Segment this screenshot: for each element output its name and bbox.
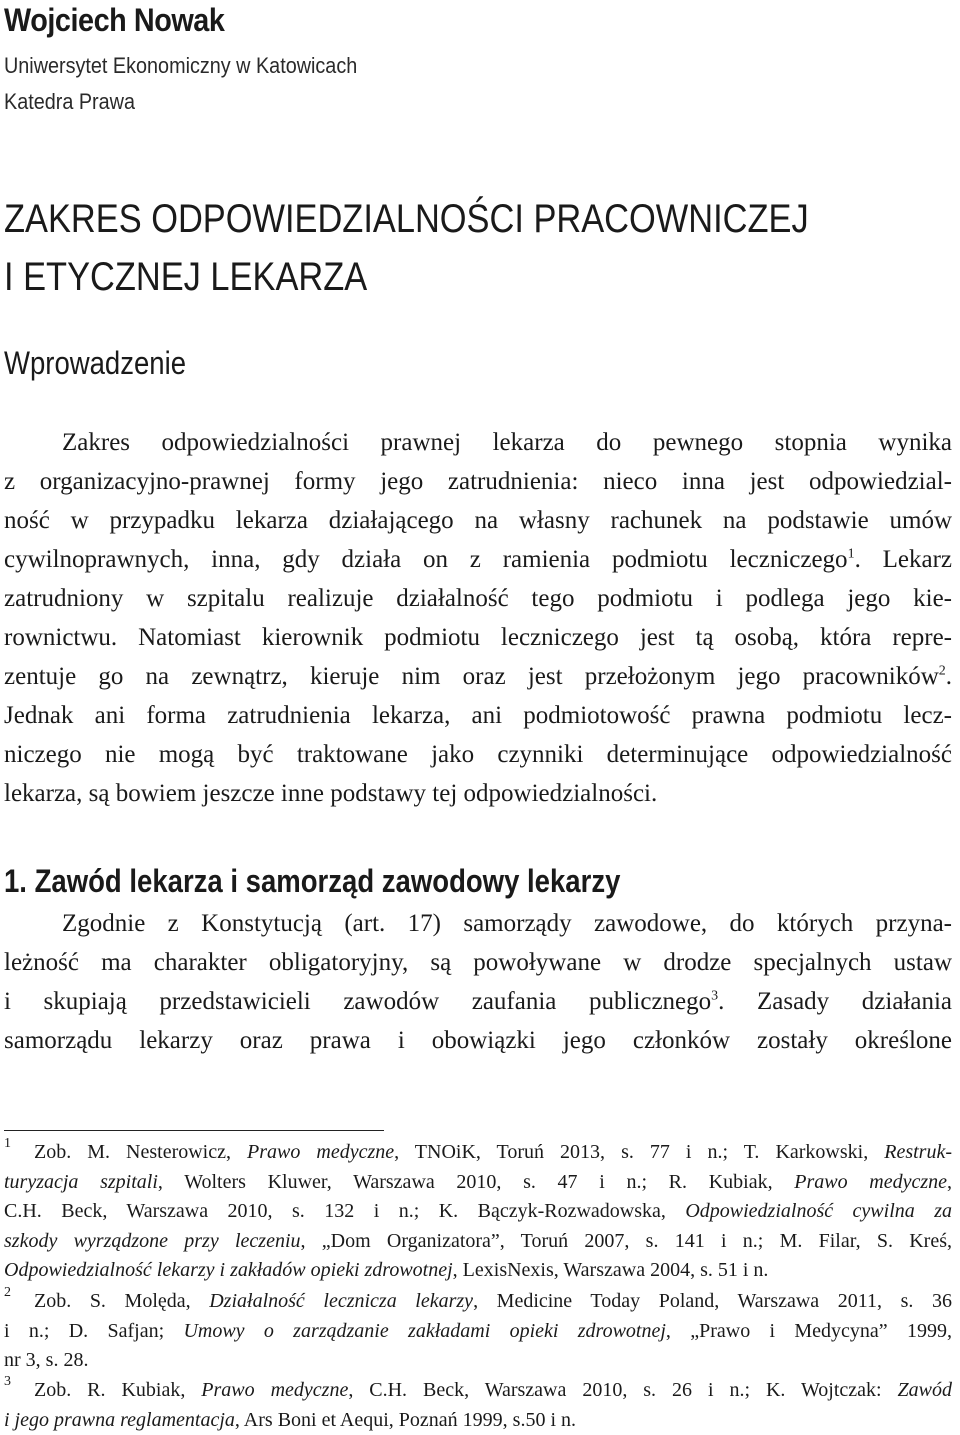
- intro-paragraph: [4, 423, 952, 813]
- text-segment: cywilnoprawnych, inna, gdy działa on z ramienia podmiotu leczniczego: [4, 546, 848, 573]
- footnote-ref-2[interactable]: 2: [938, 663, 946, 679]
- text-line: [4, 657, 952, 696]
- footnote-separator: [4, 1130, 384, 1131]
- footnote-line: [4, 1256, 952, 1286]
- footnote-line: [34, 1287, 952, 1317]
- paper-title: [4, 190, 809, 306]
- footnote-text-segment: , „Dom Organizatora”, Toruń 2007, s. 141 i n.; M. Filar, S. Kreś,: [300, 1229, 952, 1252]
- text-line: Zgodnie z Konstytucją (art. 17) samorządy zawodowe, do których przyna-: [62, 910, 952, 937]
- affiliation-department: Katedra Prawa: [4, 89, 135, 114]
- footnote-3: [0, 1376, 952, 1435]
- text-line: [4, 540, 952, 579]
- footnote-line: [34, 1376, 952, 1406]
- footnote-line: [34, 1138, 952, 1168]
- footnote-title-italic: Prawo medyczne: [201, 1379, 349, 1401]
- footnote-text-segment: , LexisNexis, Warszawa 2004, s. 51 i n.: [452, 1259, 769, 1281]
- text-segment: zentuje go na zewnątrz, kieruje nim oraz jest przełożonym jego pracowników: [4, 663, 939, 690]
- footnote-text: [4, 1287, 953, 1376]
- footnote-line: [4, 1317, 952, 1347]
- footnote-text-segment: ,: [947, 1170, 952, 1193]
- text-line: lekarza, są bowiem jeszcze inne podstawy tej odpowiedzialności.: [4, 780, 658, 807]
- text-segment: . Lekarz: [854, 546, 952, 573]
- footnote-text: [4, 1138, 952, 1286]
- footnote-title-italic: szkody wyrządzone przy leczeniu: [4, 1229, 301, 1252]
- author-name: Wojciech Nowak: [4, 2, 225, 38]
- text-line: z organizacyjno-prawnej formy jego zatrudnienia: nieco inna jest odpowiedzial-: [4, 468, 952, 495]
- intro-heading: Wprowadzenie: [4, 345, 187, 381]
- text-line: ność w przypadku lekarza działającego na własny rachunek na podstawie umów: [4, 507, 952, 534]
- footnote-line: [4, 1168, 952, 1198]
- footnote-text-segment: Zob. M. Nesterowicz,: [34, 1141, 248, 1163]
- footnote-title-italic: turyzacja szpitali: [4, 1170, 158, 1193]
- footnote-ref-3[interactable]: 3: [711, 988, 719, 1004]
- text-line: Jednak ani forma zatrudnienia lekarza, ani podmiotowość prawna podmiotu lecz-: [4, 702, 952, 729]
- footnote-title-italic: Odpowiedzialność cywilna za: [685, 1200, 952, 1222]
- footnote-text-segment: , Wolters Kluwer, Warszawa 2010, s. 47 i n.; R. Kubiak,: [157, 1170, 795, 1193]
- footnote-title-italic: Umowy o zarządzanie zakładami opieki zdrowotnej: [183, 1319, 666, 1342]
- footnote-title-italic: Prawo medyczne: [247, 1141, 395, 1163]
- text-line: samorządu lekarzy oraz prawa i obowiązki jego członków zostały określone: [4, 1027, 952, 1054]
- footnote-ref-1[interactable]: 1: [847, 546, 855, 562]
- footnote-title-italic: Prawo medyczne: [794, 1170, 947, 1193]
- footnote-title-italic: i jego prawna reglamentacja: [4, 1408, 235, 1431]
- footnote-text-segment: nr 3, s. 28.: [4, 1349, 89, 1371]
- section-1-heading: 1. Zawód lekarza i samorząd zawodowy lekarzy: [4, 863, 621, 899]
- footnote-text: [4, 1376, 952, 1435]
- text-line: [4, 982, 952, 1021]
- footnote-title-italic: Odpowiedzialność lekarzy i zakładów opieki zdrowotnej: [4, 1259, 453, 1281]
- title-line-2: I ETYCZNEJ LEKARZA: [4, 255, 368, 299]
- footnote-text-segment: , TNOiK, Toruń 2013, s. 77 i n.; T. Karkowski,: [394, 1141, 885, 1163]
- footnote-line: [4, 1197, 952, 1227]
- footnote-text-segment: i n.; D. Safjan;: [4, 1319, 184, 1342]
- footnote-text-segment: Zob. R. Kubiak,: [34, 1379, 202, 1401]
- footnote-text-segment: , „Prawo i Medycyna” 1999,: [665, 1319, 952, 1342]
- affiliation-university: Uniwersytet Ekonomiczny w Katowicach: [4, 53, 358, 78]
- footnote-text-segment: , Medicine Today Poland, Warszawa 2011, s. 36: [473, 1290, 953, 1312]
- text-line: leżność ma charakter obligatoryjny, są powoływane w drodze specjalnych ustaw: [4, 949, 952, 976]
- title-line-1: ZAKRES ODPOWIEDZIALNOŚCI PRACOWNICZEJ: [4, 197, 809, 241]
- footnote-number: 1: [4, 1136, 11, 1151]
- footnote-title-italic: Restruk-: [884, 1141, 952, 1163]
- footnote-1: [0, 1138, 952, 1286]
- text-line: rownictwu. Natomiast kierownik podmiotu leczniczego jest tą osobą, która repre-: [4, 624, 952, 651]
- text-line: niczego nie mogą być traktowane jako czynniki determinujące odpowiedzialność: [4, 741, 952, 768]
- footnote-2: [0, 1287, 952, 1376]
- text-line: Zakres odpowiedzialności prawnej lekarza do pewnego stopnia wynika: [62, 429, 952, 456]
- text-segment: . Zasady działania: [718, 988, 952, 1015]
- footnote-title-italic: Zawód: [897, 1379, 952, 1401]
- footnote-text-segment: , C.H. Beck, Warszawa 2010, s. 26 i n.; K. Wojtczak:: [348, 1379, 898, 1401]
- text-segment: i skupiają przedstawicieli zawodów zaufania publicznego: [4, 988, 712, 1015]
- text-line: zatrudniony w szpitalu realizuje działalność tego podmiotu i podlega jego kie-: [4, 585, 952, 612]
- footnote-line: [4, 1346, 952, 1376]
- footnote-line: [4, 1406, 952, 1435]
- footnote-title-italic: Działalność lecznicza lekarzy: [209, 1290, 474, 1312]
- footnote-text-segment: Zob. S. Molęda,: [34, 1290, 210, 1312]
- footnote-line: [4, 1227, 952, 1257]
- footnote-text-segment: C.H. Beck, Warszawa 2010, s. 132 i n.; K. Bączyk-Rozwadowska,: [4, 1200, 686, 1222]
- footnote-text-segment: , Ars Boni et Aequi, Poznań 1999, s.50 i n.: [234, 1408, 577, 1431]
- text-segment: .: [945, 663, 952, 690]
- section-1-paragraph: [4, 904, 952, 1060]
- footnote-number: 2: [4, 1285, 11, 1300]
- footnote-number: 3: [4, 1374, 11, 1389]
